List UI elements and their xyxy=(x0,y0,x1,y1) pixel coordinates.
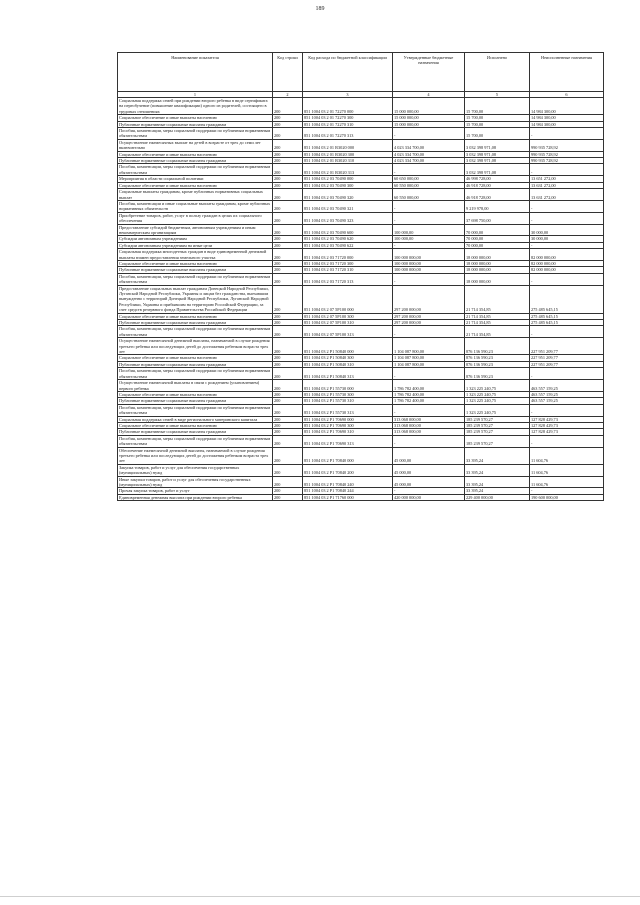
cell-line-code: 200 xyxy=(273,139,303,151)
cell-approved: - xyxy=(393,200,465,212)
cell-unexecuted: 13 631 272,00 xyxy=(530,189,604,201)
cell-unexecuted: 227 951 209,77 xyxy=(530,361,604,367)
cell-approved: 420 000 000,00 xyxy=(393,494,465,500)
cell-unexecuted: 127 828 429,73 xyxy=(530,416,604,422)
cell-name: Субсидии автономным учреждениям xyxy=(118,236,273,242)
cell-line-code: 200 xyxy=(273,391,303,397)
cell-approved: 1 786 782 400,00 xyxy=(393,380,465,392)
cell-unexecuted: 463 557 159,25 xyxy=(530,391,604,397)
cell-budget-code: 851 1004 03 2 Р1 70840 244 xyxy=(303,488,393,494)
cell-unexecuted: 14 984 300,00 xyxy=(530,98,604,115)
cell-budget-code: 851 1004 03 2 01 R3020 313 xyxy=(303,164,393,176)
cell-unexecuted: 82 000 000,00 xyxy=(530,267,604,273)
cell-line-code: 200 xyxy=(273,121,303,127)
table-row xyxy=(118,494,604,500)
cell-approved: 297 200 000,00 xyxy=(393,320,465,326)
table-row xyxy=(118,212,604,224)
cell-budget-code: 851 1004 03 2 03 71720 310 xyxy=(303,267,393,273)
cell-name: Социальная поддержка многодетных граждан в виде единовременной денежной выплаты взамен предоставления земельного участка xyxy=(118,249,273,261)
cell-budget-code: 851 1004 03 2 07 5Р100 300 xyxy=(303,313,393,319)
cell-approved: 45 000,00 xyxy=(393,447,465,464)
cell-line-code: 200 xyxy=(273,355,303,361)
cell-approved: - xyxy=(393,435,465,447)
table-header-row xyxy=(118,53,604,92)
cell-name: Иные закупки товаров, работ и услуг для обеспечения государственных (муниципальных) нужд xyxy=(118,476,273,488)
cell-executed: 21 714 354,85 xyxy=(465,285,530,313)
cell-budget-code: 851 1004 03 2 03 70490 323 xyxy=(303,212,393,224)
table-row xyxy=(118,273,604,285)
column-number: 2 xyxy=(273,92,303,98)
cell-unexecuted: 463 557 159,25 xyxy=(530,398,604,404)
cell-budget-code: 851 1004 03 2 Р1 50840 300 xyxy=(303,355,393,361)
table-body xyxy=(118,98,604,501)
cell-name: Пособия, компенсации, меры социальной поддержки по публичным нормативным обязательствам xyxy=(118,368,273,380)
cell-budget-code: 851 1004 03 2 03 70490 000 xyxy=(303,176,393,182)
cell-executed: 185 239 570,27 xyxy=(465,422,530,428)
cell-approved: 100 000 000,00 xyxy=(393,267,465,273)
cell-executed: 876 136 590,23 xyxy=(465,338,530,355)
cell-approved: 15 000 000,00 xyxy=(393,115,465,121)
cell-executed: 18 000 000,00 xyxy=(465,249,530,261)
cell-unexecuted: 990 935 728,92 xyxy=(530,158,604,164)
cell-name: Социальное обеспечение и иные выплаты населению xyxy=(118,355,273,361)
cell-executed: 876 136 590,23 xyxy=(465,368,530,380)
cell-executed: 18 000 000,00 xyxy=(465,260,530,266)
cell-approved: 297 200 000,00 xyxy=(393,313,465,319)
cell-unexecuted: 82 000 000,00 xyxy=(530,260,604,266)
cell-executed: 21 714 354,85 xyxy=(465,313,530,319)
cell-unexecuted: 13 651 272,00 xyxy=(530,176,604,182)
cell-budget-code: 851 1004 03 2 Р1 55730 310 xyxy=(303,398,393,404)
cell-line-code: 200 xyxy=(273,285,303,313)
cell-budget-code: 851 1004 03 2 Р1 70690 310 xyxy=(303,429,393,435)
cell-line-code: 200 xyxy=(273,338,303,355)
cell-name: Пособия, компенсации, меры социальной поддержки по публичным нормативным обязательствам xyxy=(118,404,273,416)
cell-executed: 185 239 570,27 xyxy=(465,429,530,435)
page-bottom-rule xyxy=(0,896,640,897)
cell-executed: 876 136 590,23 xyxy=(465,361,530,367)
cell-approved: 60 550 000,00 xyxy=(393,189,465,201)
cell-executed: 229 400 000,00 xyxy=(465,494,530,500)
cell-unexecuted: 463 557 159,25 xyxy=(530,380,604,392)
cell-executed: 70 000,00 xyxy=(465,236,530,242)
cell-executed: 33 395,24 xyxy=(465,488,530,494)
cell-name: Приобретение товаров, работ, услуг в пользу граждан в целях их социального обеспечения xyxy=(118,212,273,224)
cell-approved: 100 000,00 xyxy=(393,236,465,242)
cell-executed: 3 032 398 971,08 xyxy=(465,139,530,151)
cell-line-code: 200 xyxy=(273,249,303,261)
cell-approved: 313 068 000,00 xyxy=(393,416,465,422)
cell-unexecuted: 190 600 000,00 xyxy=(530,494,604,500)
cell-approved: - xyxy=(393,404,465,416)
cell-budget-code: 851 1004 03 2 03 70490 622 xyxy=(303,242,393,248)
cell-line-code: 200 xyxy=(273,212,303,224)
cell-name: Социальное обеспечение и иные выплаты населению xyxy=(118,115,273,121)
table-row xyxy=(118,139,604,151)
cell-line-code: 200 xyxy=(273,494,303,500)
cell-executed: 33 395,24 xyxy=(465,464,530,476)
cell-line-code: 200 xyxy=(273,488,303,494)
cell-budget-code: 851 1004 03 2 01 R3020 310 xyxy=(303,158,393,164)
cell-budget-code: 851 1004 03 2 07 5Р100 000 xyxy=(303,285,393,313)
table-row xyxy=(118,224,604,236)
cell-line-code: 200 xyxy=(273,98,303,115)
cell-approved: 313 068 000,00 xyxy=(393,422,465,428)
cell-approved: 45 000,00 xyxy=(393,464,465,476)
cell-approved: 1 104 087 800,00 xyxy=(393,355,465,361)
cell-line-code: 200 xyxy=(273,224,303,236)
cell-executed: 3 032 398 971,08 xyxy=(465,151,530,157)
table-row xyxy=(118,464,604,476)
cell-executed: 876 136 590,23 xyxy=(465,355,530,361)
cell-budget-code: 851 1004 03 2 Р1 70690 313 xyxy=(303,435,393,447)
table-row xyxy=(118,435,604,447)
cell-approved: 4 023 334 700,00 xyxy=(393,139,465,151)
cell-unexecuted: - xyxy=(530,368,604,380)
cell-line-code: 200 xyxy=(273,464,303,476)
header-name: Наименование показателя xyxy=(118,53,273,92)
cell-line-code: 200 xyxy=(273,320,303,326)
cell-executed: 21 714 354,85 xyxy=(465,326,530,338)
cell-executed: 1 323 225 240,75 xyxy=(465,380,530,392)
cell-executed: 1 323 225 240,75 xyxy=(465,398,530,404)
table-row xyxy=(118,164,604,176)
cell-budget-code: 851 1004 03 2 Р1 70690 300 xyxy=(303,422,393,428)
table-row xyxy=(118,338,604,355)
cell-unexecuted: 30 000,00 xyxy=(530,236,604,242)
cell-name: Социальное обеспечение и иные выплаты населению xyxy=(118,422,273,428)
cell-unexecuted: 11 604,76 xyxy=(530,447,604,464)
cell-budget-code: 851 1004 03 2 07 5Р100 313 xyxy=(303,326,393,338)
cell-line-code: 200 xyxy=(273,476,303,488)
cell-unexecuted: 227 951 209,77 xyxy=(530,355,604,361)
cell-unexecuted: 990 935 728,92 xyxy=(530,151,604,157)
cell-name: Социальная поддержка семей при рождении второго ребенка в виде сертификата на переобучение (повышение квалификации) одного из родителей, состоящего в трудовых отношениях xyxy=(118,98,273,115)
cell-budget-code: 851 1004 03 2 01 72270 313 xyxy=(303,128,393,140)
cell-unexecuted: - xyxy=(530,164,604,176)
cell-line-code: 200 xyxy=(273,128,303,140)
cell-name: Пособия, компенсации, меры социальной поддержки по публичным нормативным обязательствам xyxy=(118,435,273,447)
cell-approved: - xyxy=(393,273,465,285)
cell-approved: 15 000 000,00 xyxy=(393,98,465,115)
cell-executed: 33 395,24 xyxy=(465,447,530,464)
cell-name: Социальное обеспечение и иные выплаты населению xyxy=(118,182,273,188)
cell-approved: 45 000,00 xyxy=(393,476,465,488)
cell-line-code: 200 xyxy=(273,313,303,319)
cell-budget-code: 851 1004 03 2 03 70490 320 xyxy=(303,189,393,201)
table-row xyxy=(118,285,604,313)
cell-line-code: 200 xyxy=(273,200,303,212)
cell-name: Прочая закупка товаров, работ и услуг xyxy=(118,488,273,494)
cell-name: Социальные выплаты гражданам, кроме публичных нормативных социальных выплат xyxy=(118,189,273,201)
cell-name: Публичные нормативные социальные выплаты гражданам xyxy=(118,429,273,435)
header-approved: Утвержденные бюджетные назначения xyxy=(393,53,465,92)
cell-name: Публичные нормативные социальные выплаты гражданам xyxy=(118,158,273,164)
column-number: 4 xyxy=(393,92,465,98)
cell-budget-code: 851 1004 03 2 07 5Р100 310 xyxy=(303,320,393,326)
cell-executed: 3 032 398 971,08 xyxy=(465,164,530,176)
cell-executed: 185 239 570,27 xyxy=(465,416,530,422)
table-row xyxy=(118,326,604,338)
cell-budget-code: 851 1004 03 2 01 R3020 300 xyxy=(303,151,393,157)
cell-line-code: 200 xyxy=(273,380,303,392)
cell-name: Социальная поддержка семей в виде регионального материнского капитала xyxy=(118,416,273,422)
cell-executed: 21 714 354,85 xyxy=(465,320,530,326)
cell-name: Пособия, компенсации, меры социальной поддержки по публичным нормативным обязательствам xyxy=(118,326,273,338)
cell-budget-code: 851 1004 03 2 03 70490 600 xyxy=(303,224,393,236)
cell-unexecuted: - xyxy=(530,273,604,285)
cell-name: Публичные нормативные социальные выплаты гражданам xyxy=(118,121,273,127)
cell-budget-code: 851 1004 03 2 Р1 50840 000 xyxy=(303,338,393,355)
cell-line-code: 200 xyxy=(273,260,303,266)
cell-line-code: 200 xyxy=(273,182,303,188)
cell-executed: 1 323 225 240,75 xyxy=(465,391,530,397)
cell-approved: - xyxy=(393,326,465,338)
cell-name: Закупка товаров, работ и услуг для обеспечения государственных (муниципальных) нужд xyxy=(118,464,273,476)
cell-name: Пособия, компенсации, меры социальной поддержки по публичным нормативным обязательствам xyxy=(118,164,273,176)
cell-executed: 9 219 978,00 xyxy=(465,200,530,212)
cell-approved: 60 550 000,00 xyxy=(393,182,465,188)
cell-line-code: 200 xyxy=(273,242,303,248)
cell-unexecuted: 990 935 728,92 xyxy=(530,139,604,151)
page-number: 189 xyxy=(315,6,325,12)
cell-budget-code: 851 1004 03 2 Р1 50840 310 xyxy=(303,361,393,367)
cell-budget-code: 851 1004 03 2 03 71720 000 xyxy=(303,249,393,261)
cell-approved: 100 000 000,00 xyxy=(393,260,465,266)
cell-executed: 15 700,00 xyxy=(465,128,530,140)
cell-budget-code: 851 1004 03 2 01 72270 300 xyxy=(303,115,393,121)
cell-line-code: 200 xyxy=(273,422,303,428)
cell-line-code: 200 xyxy=(273,267,303,273)
cell-unexecuted: - xyxy=(530,488,604,494)
table-row xyxy=(118,249,604,261)
cell-budget-code: 851 1004 03 2 Р1 71760 000 xyxy=(303,494,393,500)
cell-budget-code: 851 1004 03 2 Р1 55730 000 xyxy=(303,380,393,392)
cell-budget-code: 851 1004 03 2 03 71720 313 xyxy=(303,273,393,285)
table-row xyxy=(118,98,604,115)
cell-name: Публичные нормативные социальные выплаты гражданам xyxy=(118,267,273,273)
cell-approved: - xyxy=(393,164,465,176)
header-kbk: Код расхода по бюджетной классификации xyxy=(303,53,393,92)
cell-executed: 1 323 225 240,75 xyxy=(465,404,530,416)
cell-unexecuted: 13 631 272,00 xyxy=(530,182,604,188)
cell-unexecuted: 275 485 645,15 xyxy=(530,313,604,319)
header-executed: Исполнено xyxy=(465,53,530,92)
cell-approved: - xyxy=(393,212,465,224)
header-unexecuted: Неисполненные назначения xyxy=(530,53,604,92)
cell-executed: 15 700,00 xyxy=(465,115,530,121)
cell-name: Предоставление субсидий бюджетным, автономным учреждениям и иным некоммерческим организациям xyxy=(118,224,273,236)
table-row xyxy=(118,404,604,416)
cell-line-code: 200 xyxy=(273,158,303,164)
cell-name: Обеспечение ежемесячной денежной выплаты, назначаемой в случае рождения третьего ребенка или последующих детей до достижения ребенком возраста трех лет xyxy=(118,447,273,464)
cell-unexecuted: - xyxy=(530,326,604,338)
cell-executed: 3 032 398 971,08 xyxy=(465,158,530,164)
cell-budget-code: 851 1004 03 2 03 70490 300 xyxy=(303,182,393,188)
cell-unexecuted: 14 984 300,00 xyxy=(530,121,604,127)
cell-approved: 100 000 000,00 xyxy=(393,249,465,261)
cell-name: Субсидии автономным учреждениям на иные цели xyxy=(118,242,273,248)
table-row xyxy=(118,447,604,464)
cell-line-code: 200 xyxy=(273,326,303,338)
cell-budget-code: 851 1004 03 2 Р1 70690 000 xyxy=(303,416,393,422)
cell-budget-code: 851 1004 03 2 Р1 50840 313 xyxy=(303,368,393,380)
cell-approved: 1 786 782 400,00 xyxy=(393,398,465,404)
cell-approved: 15 000 000,00 xyxy=(393,121,465,127)
cell-executed: 46 918 728,00 xyxy=(465,182,530,188)
column-number: 6 xyxy=(530,92,604,98)
table-row xyxy=(118,189,604,201)
cell-line-code: 200 xyxy=(273,398,303,404)
table-row xyxy=(118,380,604,392)
cell-approved: 60 650 000,00 xyxy=(393,176,465,182)
cell-name: Публичные нормативные социальные выплаты гражданам xyxy=(118,398,273,404)
cell-budget-code: 851 1004 03 2 Р1 70840 200 xyxy=(303,464,393,476)
cell-unexecuted: 275 485 645,15 xyxy=(530,320,604,326)
cell-unexecuted: - xyxy=(530,128,604,140)
cell-name: Социальное обеспечение и иные выплаты населению xyxy=(118,260,273,266)
cell-unexecuted: 11 604,76 xyxy=(530,476,604,488)
table-row xyxy=(118,200,604,212)
cell-budget-code: 851 1004 03 2 01 R3020 000 xyxy=(303,139,393,151)
cell-unexecuted: 30 000,00 xyxy=(530,224,604,236)
cell-unexecuted: 127 828 429,73 xyxy=(530,429,604,435)
cell-approved: - xyxy=(393,242,465,248)
cell-unexecuted: - xyxy=(530,404,604,416)
cell-budget-code: 851 1004 03 2 Р1 55730 300 xyxy=(303,391,393,397)
cell-budget-code: 851 1004 03 2 03 70490 620 xyxy=(303,236,393,242)
cell-executed: 15 700,00 xyxy=(465,121,530,127)
budget-execution-table xyxy=(117,52,604,501)
cell-name: Осуществление ежемесячных выплат на детей в возрасте от трех до семи лет включительно xyxy=(118,139,273,151)
cell-approved: 1 104 087 800,00 xyxy=(393,361,465,367)
cell-executed: 185 239 570,27 xyxy=(465,435,530,447)
cell-name: Пособия, компенсации и иные социальные выплаты гражданам, кроме публичных нормативных обязательств xyxy=(118,200,273,212)
cell-name: Социальное обеспечение и иные выплаты населению xyxy=(118,313,273,319)
cell-executed: 18 000 000,00 xyxy=(465,267,530,273)
cell-executed: 70 000,00 xyxy=(465,242,530,248)
cell-line-code: 200 xyxy=(273,429,303,435)
cell-unexecuted: - xyxy=(530,435,604,447)
table-row xyxy=(118,476,604,488)
cell-line-code: 200 xyxy=(273,151,303,157)
cell-line-code: 200 xyxy=(273,447,303,464)
cell-name: Осуществление ежемесячной денежной выплаты, назначаемой в случае рождения третьего ребенка или последующих детей до достижения ребенком возраста трех лет xyxy=(118,338,273,355)
cell-unexecuted: 275 485 645,15 xyxy=(530,285,604,313)
column-number: 3 xyxy=(303,92,393,98)
table-row xyxy=(118,368,604,380)
cell-line-code: 200 xyxy=(273,404,303,416)
cell-budget-code: 851 1004 03 2 01 72270 310 xyxy=(303,121,393,127)
cell-approved: 297 200 000,00 xyxy=(393,285,465,313)
cell-budget-code: 851 1004 03 2 Р1 70840 000 xyxy=(303,447,393,464)
cell-approved: 4 023 334 700,00 xyxy=(393,158,465,164)
cell-executed: 33 395,24 xyxy=(465,476,530,488)
cell-name: Пособия, компенсации, меры социальной поддержки по публичным нормативным обязательствам xyxy=(118,128,273,140)
cell-name: Предоставление социальных выплат гражданам Донецкой Народной Республики, Луганской Народной Республики, Украины и лицам без гражданства, выехавшим вынужденно с территорий Донецкой Народной Республики, Луганской Народной Республики, Украины и прибывшим на территорию Российской Федерации, за счет средств резервного фонда Правительства Российской Федерации xyxy=(118,285,273,313)
column-number: 5 xyxy=(465,92,530,98)
cell-approved: - xyxy=(393,128,465,140)
cell-line-code: 200 xyxy=(273,361,303,367)
cell-line-code: 200 xyxy=(273,273,303,285)
cell-name: Мероприятия в области социальной политики xyxy=(118,176,273,182)
cell-executed: 46 918 728,00 xyxy=(465,189,530,201)
cell-executed: 46 998 728,00 xyxy=(465,176,530,182)
cell-line-code: 200 xyxy=(273,164,303,176)
cell-approved: - xyxy=(393,488,465,494)
cell-line-code: 200 xyxy=(273,435,303,447)
cell-name: Публичные нормативные социальные выплаты гражданам xyxy=(118,320,273,326)
cell-approved: - xyxy=(393,368,465,380)
cell-budget-code: 851 1004 03 2 01 72270 000 xyxy=(303,98,393,115)
cell-line-code: 200 xyxy=(273,115,303,121)
table-row xyxy=(118,128,604,140)
cell-line-code: 200 xyxy=(273,176,303,182)
cell-budget-code: 851 1004 03 2 03 70490 321 xyxy=(303,200,393,212)
cell-name: Единовременная денежная выплата при рождении второго ребенка xyxy=(118,494,273,500)
cell-line-code: 200 xyxy=(273,236,303,242)
cell-unexecuted: 127 828 429,73 xyxy=(530,422,604,428)
cell-budget-code: 851 1004 03 2 03 71720 300 xyxy=(303,260,393,266)
cell-name: Публичные нормативные социальные выплаты гражданам xyxy=(118,361,273,367)
cell-approved: 1 104 087 800,00 xyxy=(393,338,465,355)
cell-approved: 4 023 334 700,00 xyxy=(393,151,465,157)
cell-name: Социальное обеспечение и иные выплаты населению xyxy=(118,151,273,157)
cell-name: Пособия, компенсации, меры социальной поддержки по публичным нормативным обязательствам xyxy=(118,273,273,285)
cell-executed: 15 700,00 xyxy=(465,98,530,115)
cell-executed: 70 000,00 xyxy=(465,224,530,236)
cell-line-code: 200 xyxy=(273,189,303,201)
cell-approved: 1 786 782 400,00 xyxy=(393,391,465,397)
cell-unexecuted: 14 984 300,00 xyxy=(530,115,604,121)
cell-line-code: 200 xyxy=(273,368,303,380)
cell-unexecuted: 227 951 209,77 xyxy=(530,338,604,355)
cell-unexecuted: - xyxy=(530,200,604,212)
cell-line-code: 200 xyxy=(273,416,303,422)
cell-name: Социальное обеспечение и иные выплаты населению xyxy=(118,391,273,397)
cell-unexecuted: 82 000 000,00 xyxy=(530,249,604,261)
cell-approved: 100 000,00 xyxy=(393,224,465,236)
cell-unexecuted: 11 604,76 xyxy=(530,464,604,476)
cell-executed: 18 000 000,00 xyxy=(465,273,530,285)
cell-budget-code: 851 1004 03 2 Р1 70840 240 xyxy=(303,476,393,488)
cell-budget-code: 851 1004 03 2 Р1 55730 313 xyxy=(303,404,393,416)
cell-unexecuted: - xyxy=(530,242,604,248)
cell-name: Осуществление ежемесячной выплаты в связи с рождением (усыновлением) первого ребенка xyxy=(118,380,273,392)
cell-approved: 313 068 000,00 xyxy=(393,429,465,435)
header-code: Код строки xyxy=(273,53,303,92)
cell-executed: 37 698 750,00 xyxy=(465,212,530,224)
cell-unexecuted: - xyxy=(530,212,604,224)
column-number: 1 xyxy=(118,92,273,98)
